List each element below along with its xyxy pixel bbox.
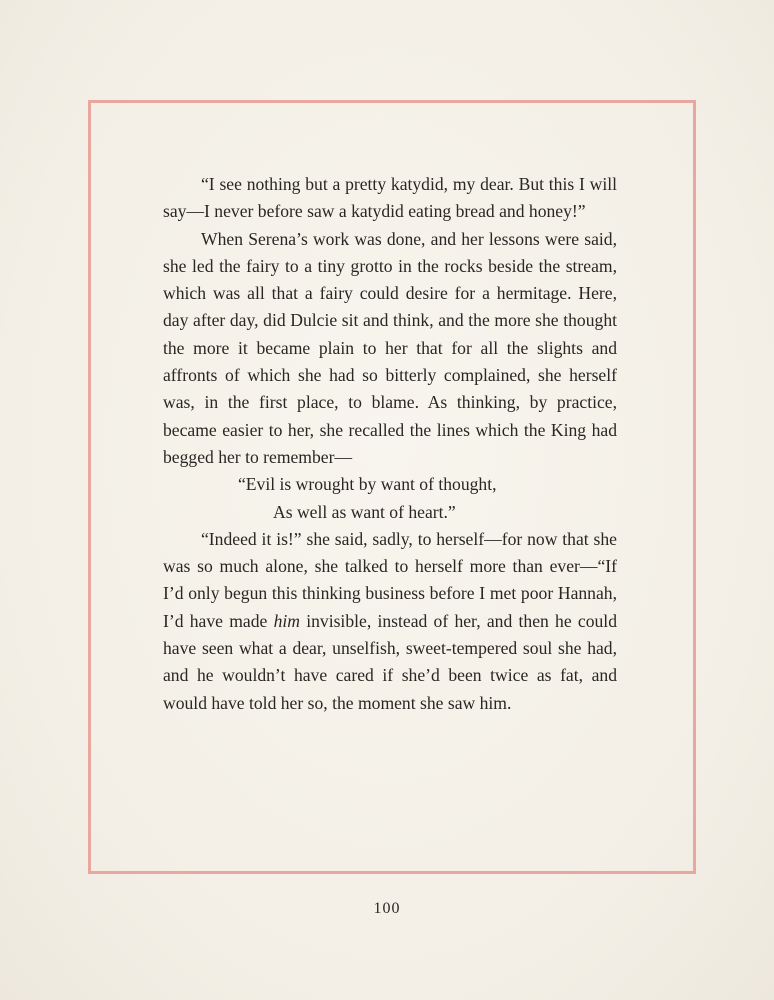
paragraph-3: [163, 526, 617, 717]
page-number: 100: [373, 900, 401, 917]
paragraph-3-part-1: “Indeed it is!” she said, sadly, to herself—for now that she was so much alone, she talked to herself more than ever—“If I’d only begun this thinking business before I met poor Hannah, I’d have made: [163, 528, 617, 631]
verse-line-2: As well as want of heart.”: [273, 501, 456, 522]
paragraph-1: “I see nothing but a pretty katydid, my dear. But this I will say—I never before saw a katydid eating bread and honey!”: [163, 174, 617, 222]
italic-emphasis: him: [273, 610, 300, 631]
verse-line-1: “Evil is wrought by want of thought,: [238, 474, 497, 495]
body-text: [163, 171, 617, 717]
paragraph-3-part-2: invisible, instead of her, and then he could have seen what a dear, unselfish, sweet-tempered soul she had, and he wouldn’t have cared if she’d been twice as fat, and would have told her so, the moment she saw him.: [163, 610, 617, 713]
paragraph-2: When Serena’s work was done, and her lessons were said, she led the fairy to a tiny grotto in the rocks beside the stream, which was all that a fairy could desire for a hermitage. Here, day after day, did Dulcie sit and think, and the more she thought the more it became plain to her that for all the slights and affronts of which she had so bitterly complained, she herself was, in the first place, to blame. As thinking, by practice, became easier to her, she recalled the lines which the King had begged her to remember—: [163, 228, 617, 467]
verse-quote: [163, 471, 617, 526]
